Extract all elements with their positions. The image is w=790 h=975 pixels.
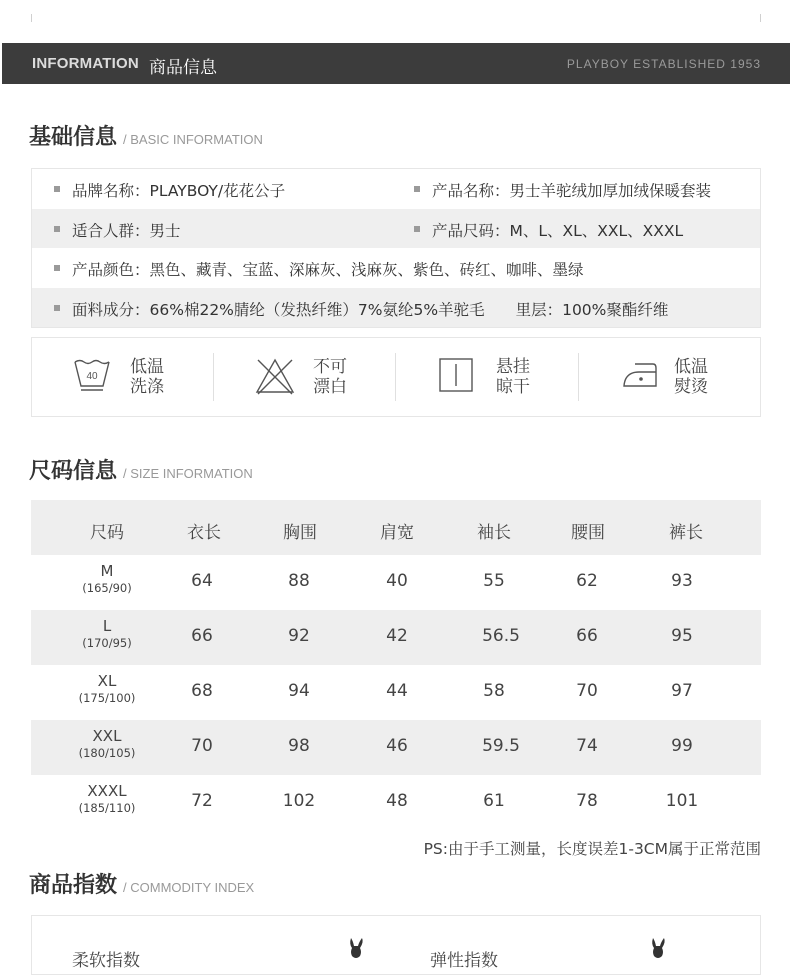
tick-right	[760, 14, 761, 22]
care-label-wash	[130, 357, 164, 397]
care-text-line2: 洗涤	[130, 377, 164, 397]
size-cell: XXXL (185/110)	[78, 782, 136, 815]
brand-name: 品牌名称：PLAYBOY/花花公子	[72, 179, 285, 201]
size-cell: L (170/95)	[82, 617, 132, 650]
product-sizes: 产品尺码：M、L、XL、XXL、XXXL	[432, 219, 683, 241]
value-cell: 95	[671, 626, 693, 646]
wash-temperature: 40	[86, 371, 98, 382]
value-cell: 66	[191, 626, 213, 646]
size-info-subtitle: / SIZE INFORMATION	[123, 466, 253, 481]
wash-40-icon	[72, 356, 112, 394]
value-cell: 44	[386, 681, 408, 701]
value-cell: 68	[191, 681, 213, 701]
value-cell: 94	[288, 681, 310, 701]
banner-brand-tagline: PLAYBOY ESTABLISHED 1953	[566, 57, 761, 71]
value-cell: 101	[665, 791, 699, 811]
care-item-iron	[579, 338, 761, 416]
care-instructions	[31, 337, 761, 417]
elasticity-index-label: 弹性指数	[430, 951, 498, 971]
product-colors: 产品颜色：黑色、藏青、宝蓝、深麻灰、浅麻灰、紫色、砖红、咖啡、墨绿	[72, 258, 584, 280]
value-cell: 46	[386, 736, 408, 756]
care-text-line1: 低温	[674, 357, 708, 377]
playboy-bunny-icon	[345, 936, 367, 960]
no-bleach-icon	[254, 356, 296, 396]
care-text-line2: 漂白	[313, 377, 347, 397]
value-cell: 64	[191, 571, 213, 591]
banner-title-en: INFORMATION	[32, 55, 139, 72]
commodity-index-heading	[29, 868, 254, 899]
care-item-bleach	[214, 338, 396, 416]
table-row	[31, 775, 761, 830]
care-text-line1: 不可	[313, 357, 347, 377]
care-label-iron	[674, 357, 708, 397]
low-iron-icon	[621, 356, 661, 392]
table-row	[31, 720, 761, 775]
size-info-heading	[29, 454, 253, 485]
top-divider-ticks	[31, 14, 761, 24]
value-cell: 97	[671, 681, 693, 701]
value-cell: 98	[288, 736, 310, 756]
header-waist: 腰围	[571, 523, 605, 543]
information-banner	[2, 43, 790, 84]
basic-info-list	[31, 168, 761, 328]
value-cell: 78	[576, 791, 598, 811]
basic-info-row	[32, 169, 760, 209]
value-cell: 59.5	[482, 736, 520, 756]
header-length: 衣长	[187, 523, 221, 543]
value-cell: 70	[576, 681, 598, 701]
commodity-index-box	[31, 915, 761, 975]
value-cell: 58	[483, 681, 505, 701]
value-cell: 61	[483, 791, 505, 811]
care-label-dry	[496, 357, 530, 397]
value-cell: 102	[282, 791, 316, 811]
size-cell: XL (175/100)	[78, 672, 136, 705]
target-group: 适合人群：男士	[72, 219, 181, 241]
care-text-line2: 熨烫	[674, 377, 708, 397]
product-name: 产品名称：男士羊驼绒加厚加绒保暖套装	[432, 179, 711, 201]
value-cell: 42	[386, 626, 408, 646]
size-table	[31, 500, 761, 830]
tick-left	[31, 14, 32, 22]
value-cell: 74	[576, 736, 598, 756]
value-cell: 70	[191, 736, 213, 756]
commodity-index-title: 商品指数	[29, 873, 118, 898]
care-label-bleach	[313, 357, 347, 397]
size-table-header	[31, 500, 761, 555]
value-cell: 55	[483, 571, 505, 591]
value-cell: 48	[386, 791, 408, 811]
value-cell: 88	[288, 571, 310, 591]
header-pants-length: 裤长	[669, 523, 703, 543]
basic-info-heading	[29, 120, 263, 151]
basic-info-row	[32, 288, 760, 328]
value-cell: 92	[288, 626, 310, 646]
care-item-wash	[32, 338, 214, 416]
value-cell: 66	[576, 626, 598, 646]
value-cell: 56.5	[482, 626, 520, 646]
value-cell: 40	[386, 571, 408, 591]
basic-info-row	[32, 248, 760, 288]
table-row	[31, 610, 761, 665]
commodity-index-subtitle: / COMMODITY INDEX	[123, 880, 255, 895]
fabric-composition: 面料成分：66%棉22%腈纶（发热纤维）7%氨纶5%羊驼毛 里层：100%聚酯纤维	[72, 298, 668, 320]
table-row	[31, 555, 761, 610]
basic-info-title: 基础信息	[29, 125, 118, 150]
care-text-line2: 晾干	[496, 377, 530, 397]
value-cell: 99	[671, 736, 693, 756]
header-sleeve: 袖长	[477, 523, 511, 543]
care-text-line1: 悬挂	[496, 357, 530, 377]
line-dry-icon	[438, 356, 474, 394]
header-chest: 胸围	[283, 523, 317, 543]
size-cell: XXL (180/105)	[78, 727, 136, 760]
care-item-dry	[396, 338, 578, 416]
header-shoulder: 肩宽	[380, 523, 414, 543]
banner-title-cn: 商品信息	[149, 58, 217, 78]
value-cell: 93	[671, 571, 693, 591]
basic-info-subtitle: / BASIC INFORMATION	[123, 132, 263, 147]
size-info-title: 尺码信息	[29, 459, 118, 484]
measurement-note: PS:由于手工测量，长度误差1-3CM属于正常范围	[423, 840, 761, 858]
playboy-bunny-icon	[647, 936, 669, 960]
header-size: 尺码	[90, 523, 124, 543]
size-cell: M (165/90)	[82, 562, 132, 595]
table-row	[31, 665, 761, 720]
value-cell: 72	[191, 791, 213, 811]
care-text-line1: 低温	[130, 357, 164, 377]
basic-info-row	[32, 209, 760, 249]
value-cell: 62	[576, 571, 598, 591]
softness-index-label: 柔软指数	[72, 951, 140, 971]
